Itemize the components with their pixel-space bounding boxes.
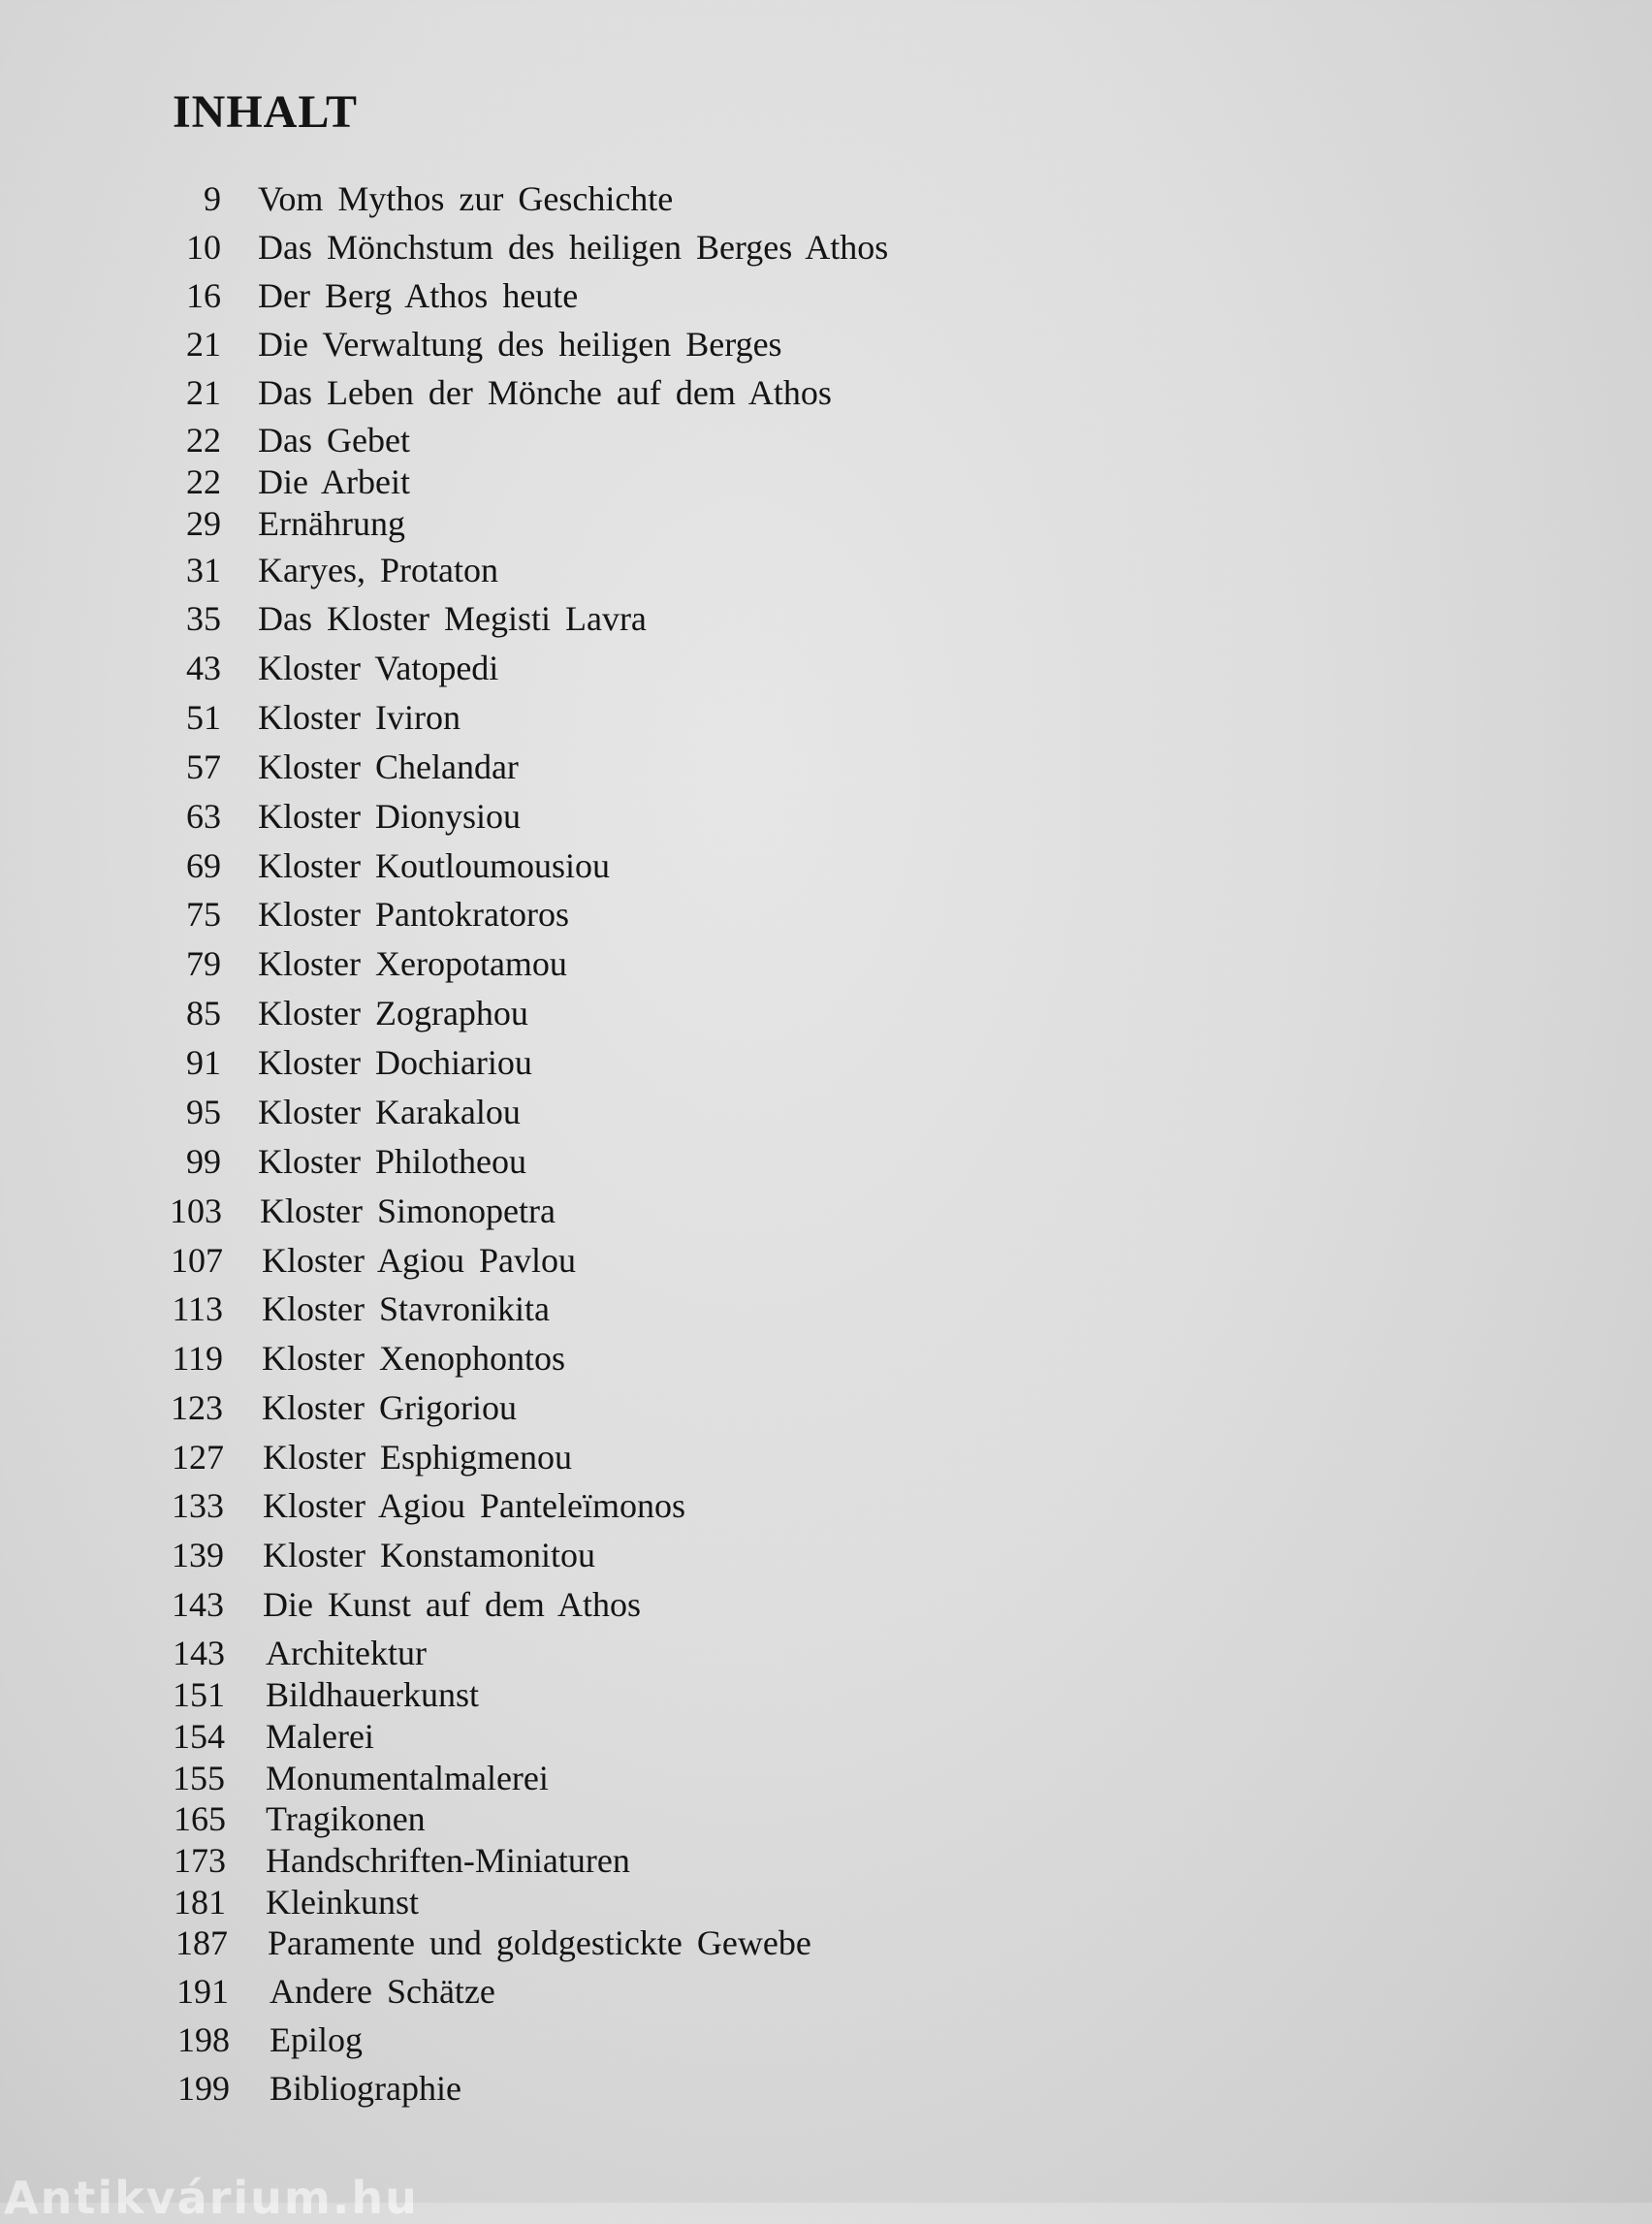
toc-page-number: 103 xyxy=(170,1191,222,1230)
toc-page-number: 10 xyxy=(186,228,221,267)
toc-title: Kloster Dochiariou xyxy=(258,1043,532,1082)
toc-page-number: 143 xyxy=(173,1634,225,1672)
toc-page-number: 91 xyxy=(186,1043,221,1082)
toc-entry xyxy=(0,1140,1454,1183)
toc-title: Tragikonen xyxy=(266,1799,426,1838)
toc-page-number: 63 xyxy=(186,797,221,836)
toc-page-number: 187 xyxy=(175,1923,228,1962)
toc-title: Vom Mythos zur Geschichte xyxy=(258,179,674,218)
toc-page-number: 123 xyxy=(171,1388,223,1427)
toc-title: Andere Schätze xyxy=(270,1972,495,2011)
toc-entry xyxy=(0,502,1454,545)
toc-title: Kloster Agiou Panteleïmonos xyxy=(263,1486,685,1525)
toc-entry xyxy=(0,1970,1454,2013)
toc-title: Monumentalmalerei xyxy=(266,1759,549,1797)
toc-title: Das Kloster Megisti Lavra xyxy=(258,599,647,638)
toc-page-number: 22 xyxy=(186,462,221,501)
toc-page-number: 31 xyxy=(186,551,221,589)
toc-entry xyxy=(0,549,1454,591)
toc-entry xyxy=(0,1583,1454,1626)
toc-page-number: 155 xyxy=(173,1759,225,1797)
toc-title: Kloster Pantokratoros xyxy=(258,895,569,934)
toc-title: Der Berg Athos heute xyxy=(258,276,579,315)
toc-title: Kloster Philotheou xyxy=(258,1142,526,1181)
toc-title: Kloster Konstamonitou xyxy=(263,1536,595,1574)
watermark: Antikvárium.hu xyxy=(4,2172,419,2224)
toc-title: Kloster Dionysiou xyxy=(258,797,521,836)
toc-entry xyxy=(0,323,1454,365)
page-title: INHALT xyxy=(173,86,358,138)
toc-page-number: 21 xyxy=(186,325,221,364)
toc-entry xyxy=(0,1797,1454,1840)
toc-page-number: 9 xyxy=(204,179,221,218)
toc-entry xyxy=(0,893,1454,936)
toc-title: Kloster Zographou xyxy=(258,994,528,1033)
toc-title: Das Gebet xyxy=(258,421,410,460)
toc-entry xyxy=(0,1922,1454,1964)
toc-title: Kloster Stavronikita xyxy=(262,1289,550,1328)
toc-page-number: 99 xyxy=(186,1142,221,1181)
toc-entry xyxy=(0,461,1454,503)
toc-title: Das Mönchstum des heiligen Berges Athos xyxy=(258,228,889,267)
toc-entry xyxy=(0,1239,1454,1282)
toc-entry xyxy=(0,992,1454,1034)
toc-entry xyxy=(0,1839,1454,1882)
toc-page-number: 181 xyxy=(174,1883,226,1922)
toc-title: Kloster Esphigmenou xyxy=(263,1438,572,1477)
toc-page-number: 69 xyxy=(186,846,221,885)
toc-title: Kleinkunst xyxy=(266,1883,419,1922)
toc-entry xyxy=(0,1757,1454,1799)
toc-title: Kloster Iviron xyxy=(258,698,461,737)
toc-entry xyxy=(0,844,1454,887)
toc-entry xyxy=(0,1673,1454,1716)
toc-title: Kloster Xenophontos xyxy=(262,1339,565,1378)
toc-title: Das Leben der Mönche auf dem Athos xyxy=(258,373,832,412)
toc-page-number: 51 xyxy=(186,698,221,737)
toc-entry xyxy=(0,746,1454,788)
toc-title: Die Verwaltung des heiligen Berges xyxy=(258,325,782,364)
toc-page-number: 127 xyxy=(172,1438,224,1477)
toc-entry xyxy=(0,597,1454,640)
toc-page-number: 85 xyxy=(186,994,221,1033)
toc-page-number: 191 xyxy=(176,1972,229,2011)
toc-title: Kloster Koutloumousiou xyxy=(258,846,610,885)
toc-page-number: 43 xyxy=(186,649,221,687)
toc-page-number: 173 xyxy=(174,1841,226,1880)
toc-title: Bildhauerkunst xyxy=(266,1675,479,1714)
toc-title: Kloster Vatopedi xyxy=(258,649,499,687)
toc-title: Kloster Karakalou xyxy=(258,1093,521,1131)
toc-page-number: 75 xyxy=(186,895,221,934)
toc-entry xyxy=(0,226,1454,269)
toc-entry xyxy=(0,1436,1454,1478)
toc-page-number: 154 xyxy=(173,1717,225,1756)
toc-entry xyxy=(0,1632,1454,1674)
toc-entry xyxy=(0,1881,1454,1923)
toc-entry xyxy=(0,1386,1454,1429)
toc-page-number: 199 xyxy=(177,2069,230,2108)
toc-title: Kloster Agiou Pavlou xyxy=(262,1241,576,1280)
toc-title: Epilog xyxy=(270,2020,363,2059)
toc-page-number: 133 xyxy=(172,1486,224,1525)
toc-page-number: 35 xyxy=(186,599,221,638)
toc-title: Paramente und goldgestickte Gewebe xyxy=(268,1923,811,1962)
toc-title: Bibliographie xyxy=(270,2069,461,2108)
toc-page-number: 113 xyxy=(172,1289,223,1328)
toc-entry xyxy=(0,1287,1454,1330)
toc-entry xyxy=(0,419,1454,461)
toc-entry xyxy=(0,1190,1454,1232)
toc-entry xyxy=(0,177,1454,220)
toc-page-number: 151 xyxy=(173,1675,225,1714)
toc-entry xyxy=(0,1041,1454,1084)
toc-page-number: 95 xyxy=(186,1093,221,1131)
toc-entry xyxy=(0,2018,1454,2061)
toc-title: Handschriften-Miniaturen xyxy=(266,1841,630,1880)
toc-entry xyxy=(0,795,1454,838)
toc-page-number: 165 xyxy=(174,1799,226,1838)
toc-page-number: 139 xyxy=(172,1536,224,1574)
toc-page-number: 16 xyxy=(186,276,221,315)
toc-title: Karyes, Protaton xyxy=(258,551,498,589)
toc-page-number: 107 xyxy=(171,1241,223,1280)
toc-title: Die Kunst auf dem Athos xyxy=(263,1585,641,1624)
toc-title: Ernährung xyxy=(258,504,405,543)
toc-entry xyxy=(0,1534,1454,1576)
toc-title: Architektur xyxy=(266,1634,427,1672)
toc-entry xyxy=(0,1484,1454,1527)
toc-entry xyxy=(0,2067,1454,2110)
toc-title: Kloster Xeropotamou xyxy=(258,944,567,983)
toc-page-number: 57 xyxy=(186,747,221,786)
toc-entry xyxy=(0,1091,1454,1133)
toc-page-number: 29 xyxy=(186,504,221,543)
toc-title: Die Arbeit xyxy=(258,462,410,501)
toc-entry xyxy=(0,647,1454,689)
toc-entry xyxy=(0,1715,1454,1758)
toc-title: Kloster Chelandar xyxy=(258,747,519,786)
toc-page-number: 143 xyxy=(172,1585,224,1624)
toc-entry xyxy=(0,274,1454,317)
toc-page-number: 119 xyxy=(172,1339,223,1378)
toc-entry xyxy=(0,371,1454,414)
toc-page-number: 21 xyxy=(186,373,221,412)
toc-entry xyxy=(0,942,1454,985)
toc-title: Malerei xyxy=(266,1717,374,1756)
toc-title: Kloster Simonopetra xyxy=(260,1191,556,1230)
toc-title: Kloster Grigoriou xyxy=(262,1388,517,1427)
toc-page-number: 79 xyxy=(186,944,221,983)
toc-page-number: 198 xyxy=(177,2020,230,2059)
toc-entry xyxy=(0,1337,1454,1380)
toc-entry xyxy=(0,696,1454,739)
toc-page-number: 22 xyxy=(186,421,221,460)
